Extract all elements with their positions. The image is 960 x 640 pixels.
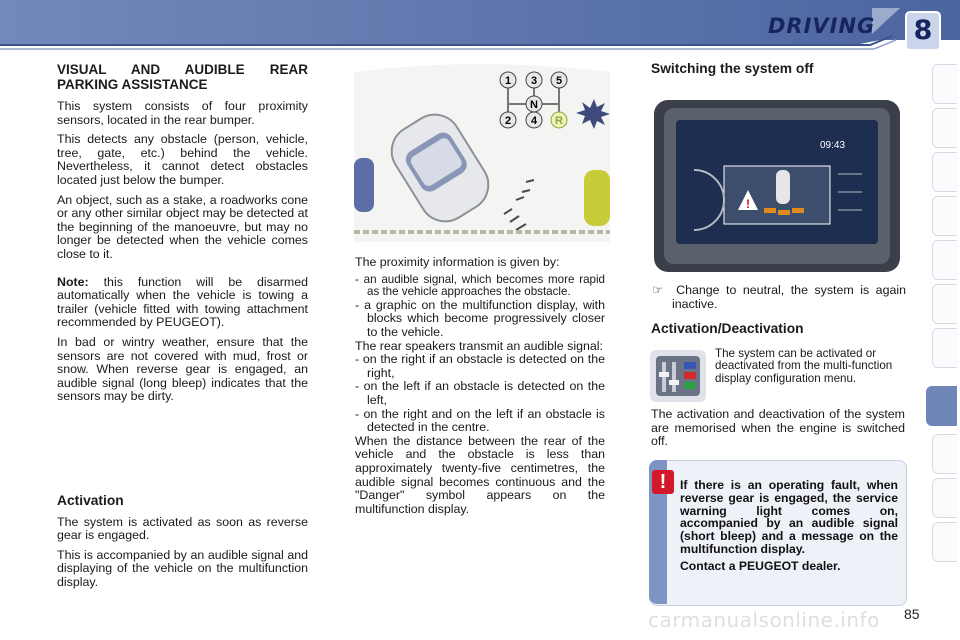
chapter-tab[interactable] (932, 434, 957, 474)
gear-label-r: R (555, 115, 563, 127)
pointing-hand-icon: ☞ (652, 283, 664, 297)
gear-label-1: 1 (504, 75, 512, 87)
chapter-tabs (932, 64, 960, 574)
activation-deactivation-block (651, 322, 905, 336)
gear-label-3: 3 (530, 75, 538, 87)
memorised-text: The activation and deactivation of the system are memorised when the engine is switched off. (651, 407, 905, 449)
activation-heading: Activation (57, 493, 124, 508)
switch-off-block (651, 62, 905, 76)
paragraph: The proximity information is given by: (355, 255, 560, 269)
list-item: - an audible signal, which becomes more rapid as the vehicle approaches the obstacle. (355, 272, 605, 299)
list-item: - on the left if an obstacle is detected on the left, (355, 379, 605, 407)
parking-illustration (354, 62, 610, 244)
paragraph: This is accompanied by an audible signal and displaying of the vehicle on the multifunction display. (57, 547, 308, 589)
chapter-tab-active[interactable] (926, 386, 957, 426)
settings-menu-icon (650, 350, 706, 402)
activation-side-text: The system can be activated or deactivated from the multi-function display configuration menu. (715, 347, 893, 385)
chapter-tab[interactable] (932, 108, 957, 148)
warning-message: If there is an operating fault, when reverse gear is engaged, the service warning light comes on, accompanied by an audible signal (short bleep) and a message on the multifunction display. (680, 478, 898, 556)
note-label: Note: (57, 274, 89, 289)
paragraph: In bad or wintry weather, ensure that the sensors are not covered with mud, frost or snow. When reverse gear is engaged, an audible signal (long bleep) indicates that the sensors may be dirty. (57, 334, 308, 404)
chapter-tab[interactable] (932, 196, 957, 236)
chapter-tab[interactable] (932, 328, 957, 368)
activation-block (57, 494, 308, 596)
chapter-title: DRIVING (768, 14, 876, 38)
arrow-item: ☞ Change to neutral, the system is again inactive. (652, 283, 907, 311)
activation-deactivation-heading: Activation/Deactivation (651, 321, 804, 336)
paragraph: This system consists of four proximity sensors, located in the rear bumper. (57, 99, 308, 127)
paragraph: An object, such as a stake, a roadworks cone or any other similar object may be detected at the beginning of the manoeuvre, but may no longer be detected when the vehicle comes close to it. (57, 192, 308, 261)
switch-off-text (652, 284, 906, 311)
chapter-tab[interactable] (932, 478, 957, 518)
exclamation-icon: ! (652, 470, 674, 494)
warning-contact: Contact a PEUGEOT dealer. (680, 558, 841, 573)
list-item: - a graphic on the multifunction display, with blocks which become progressively closer to the vehicle. (355, 297, 605, 339)
list-item: - on the right if an obstacle is detected on the right, (355, 352, 605, 380)
warning-text (680, 479, 898, 573)
multifunction-display (654, 100, 900, 272)
paragraph: When the distance between the rear of the vehicle and the obstacle is less than approximately twenty-five centimetres, the audible signal becomes continuous and the "Danger" symbol appears on the multifunction display. (355, 433, 605, 516)
gear-label-2: 2 (504, 115, 512, 127)
chapter-tab[interactable] (932, 284, 957, 324)
note-paragraph (57, 276, 308, 330)
paragraph: This detects any obstacle (person, vehicle, tree, gate, etc.) behind the vehicle. Nevertheless, it cannot detect obstacles located just below the bumper. (57, 132, 308, 187)
left-column (57, 62, 308, 410)
section-heading: VISUAL AND AUDIBLE REAR PARKING ASSISTANCE (57, 62, 308, 92)
screen-time: 09:43 (820, 140, 846, 151)
page-number: 85 (904, 606, 920, 622)
middle-column (355, 256, 605, 516)
list-item: - on the right and on the left if an obstacle is detected in the centre. (355, 406, 605, 435)
chapter-tab[interactable] (932, 240, 957, 280)
gear-label-n: N (530, 99, 538, 111)
chapter-tab[interactable] (932, 522, 957, 562)
note-text: this function will be disarmed automatically when the vehicle is towing a trailer (vehicle fitted with towing attachment recommended by PEUGEOT). (57, 274, 308, 330)
paragraph: The rear speakers transmit an audible signal: (355, 338, 603, 353)
right-parked-car (584, 170, 610, 226)
chapter-tab[interactable] (932, 64, 957, 104)
gear-label-5: 5 (555, 75, 563, 87)
gear-label-4: 4 (530, 115, 538, 127)
svg-text:!: ! (746, 197, 750, 211)
paragraph: The system is activated as soon as reverse gear is engaged. (57, 514, 308, 543)
chapter-number: 8 (913, 15, 933, 46)
left-parked-car (354, 158, 374, 212)
display-car-icon (776, 170, 790, 204)
watermark: carmanualsonline.info (648, 608, 880, 632)
switch-off-heading: Switching the system off (651, 61, 814, 76)
chapter-tab[interactable] (932, 152, 957, 192)
